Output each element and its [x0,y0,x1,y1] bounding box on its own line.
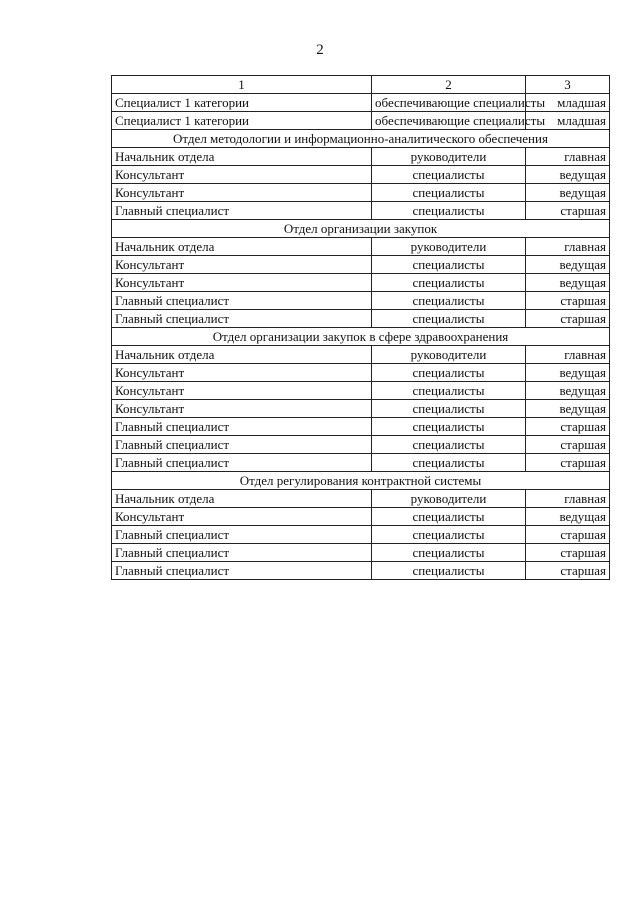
category-cell: младшая [526,94,610,112]
group-cell: руководители [372,148,526,166]
group-cell: руководители [372,490,526,508]
table-row [112,202,610,220]
position-cell: Начальник отдела [112,490,372,508]
group-cell: специалисты [372,166,526,184]
position-cell: Главный специалист [112,544,372,562]
table-row [112,148,610,166]
group-cell: специалисты [372,418,526,436]
category-cell: младшая [526,112,610,130]
table-row [112,526,610,544]
category-cell: главная [526,148,610,166]
group-cell: руководители [372,346,526,364]
section-heading-row [112,328,610,346]
table-row [112,112,610,130]
group-cell: специалисты [372,310,526,328]
section-title: Отдел организации закупок [112,220,610,238]
group-cell: специалисты [372,256,526,274]
position-cell: Главный специалист [112,202,372,220]
group-cell: специалисты [372,364,526,382]
category-cell: ведущая [526,364,610,382]
category-cell: ведущая [526,508,610,526]
category-cell: старшая [526,544,610,562]
category-cell: старшая [526,310,610,328]
position-cell: Главный специалист [112,418,372,436]
category-cell: главная [526,346,610,364]
group-cell: специалисты [372,436,526,454]
position-cell: Главный специалист [112,454,372,472]
group-cell: специалисты [372,274,526,292]
group-cell: специалисты [372,454,526,472]
position-cell: Специалист 1 категории [112,94,372,112]
position-cell: Консультант [112,184,372,202]
position-cell: Специалист 1 категории [112,112,372,130]
category-cell: старшая [526,418,610,436]
table-body [112,94,610,580]
group-cell: специалисты [372,202,526,220]
section-heading-row [112,472,610,490]
group-cell: специалисты [372,526,526,544]
staff-table [111,75,610,580]
table-row [112,166,610,184]
table-row [112,238,610,256]
section-title: Отдел организации закупок в сфере здравоохранения [112,328,610,346]
table-row [112,256,610,274]
column-header: 3 [526,76,610,94]
section-heading-row [112,220,610,238]
position-cell: Начальник отдела [112,238,372,256]
group-cell: обеспечивающие специалисты [372,112,526,130]
category-cell: ведущая [526,184,610,202]
table-row [112,454,610,472]
section-title: Отдел методологии и информационно-аналитического обеспечения [112,130,610,148]
position-cell: Консультант [112,274,372,292]
position-cell: Консультант [112,400,372,418]
category-cell: ведущая [526,274,610,292]
position-cell: Главный специалист [112,526,372,544]
category-cell: главная [526,490,610,508]
table-row [112,508,610,526]
group-cell: специалисты [372,382,526,400]
group-cell: специалисты [372,544,526,562]
category-cell: старшая [526,436,610,454]
position-cell: Консультант [112,166,372,184]
table-row [112,274,610,292]
column-header: 1 [112,76,372,94]
table-row [112,94,610,112]
table-row [112,184,610,202]
position-cell: Главный специалист [112,436,372,454]
section-heading-row [112,130,610,148]
group-cell: специалисты [372,562,526,580]
table-row [112,490,610,508]
group-cell: руководители [372,238,526,256]
table-row [112,436,610,454]
header-row [112,76,610,94]
table-row [112,382,610,400]
table-row [112,562,610,580]
group-cell: специалисты [372,184,526,202]
category-cell: старшая [526,202,610,220]
position-cell: Консультант [112,256,372,274]
position-cell: Главный специалист [112,310,372,328]
position-cell: Консультант [112,382,372,400]
category-cell: старшая [526,526,610,544]
position-cell: Консультант [112,508,372,526]
category-cell: ведущая [526,166,610,184]
position-cell: Начальник отдела [112,346,372,364]
column-header: 2 [372,76,526,94]
category-cell: старшая [526,454,610,472]
position-cell: Начальник отдела [112,148,372,166]
category-cell: старшая [526,292,610,310]
category-cell: старшая [526,562,610,580]
group-cell: специалисты [372,400,526,418]
group-cell: обеспечивающие специалисты [372,94,526,112]
page-number: 2 [316,42,324,58]
table-row [112,310,610,328]
table-row [112,400,610,418]
category-cell: ведущая [526,382,610,400]
category-cell: ведущая [526,400,610,418]
position-cell: Главный специалист [112,292,372,310]
category-cell: главная [526,238,610,256]
position-cell: Консультант [112,364,372,382]
category-cell: ведущая [526,256,610,274]
table-row [112,544,610,562]
table-row [112,364,610,382]
table-row [112,346,610,364]
section-title: Отдел регулирования контрактной системы [112,472,610,490]
table-row [112,418,610,436]
position-cell: Главный специалист [112,562,372,580]
group-cell: специалисты [372,292,526,310]
group-cell: специалисты [372,508,526,526]
table-row [112,292,610,310]
